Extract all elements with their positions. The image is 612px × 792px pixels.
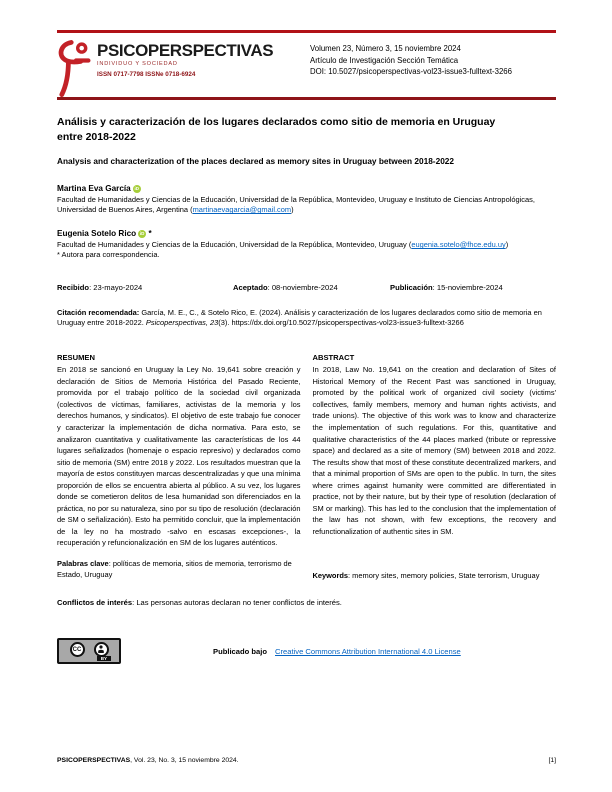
conflicts-text: : Las personas autoras declaran no tener conflictos de interés. — [132, 597, 342, 607]
conflicts-of-interest — [57, 598, 556, 609]
affiliation-close: ) — [291, 205, 294, 215]
affiliation-text: Facultad de Humanidades y Ciencias de la Educación, Universidad de la República, Montevideo, Uruguay e Instituto de Ciencias Antropológicas, Universidad de Buenos Aires, Argentina ( — [57, 195, 535, 215]
abstract-columns — [57, 352, 556, 582]
resumen-heading: RESUMEN — [57, 353, 95, 363]
resumen-body: En 2018 se sancionó en Uruguay la Ley No. 19,641 sobre creación y declaración de Sitios de Memoria Histórica del Pasado Reciente, promovida por el trabajo político de la sociedad civil organizada (colectivos de víctimas, familiares, activistas de la memoria y los derechos humanos, y sindicatos). El objetivo de este trabajo fue conocer y caracterizar la implementación de dicha normativa. Para esto, se analizaron cuantitativa y cualitativamente las características de los 44 lugares señalizados (homenaje o espacio represivo) y declarados como sitio de memoria (SM) entre 2018 y 2022. Los resultados muestran que la mayoría de estos constituyen marcas descentralizadas y que una mínima proporción de ellos se encuentra abierta al público. A su vez, los lugares donde se cometieron delitos de lesa humanidad son diferenciados en la práctica, no por su naturaleza, sino por su tipo de resolución (declaración de SM o señalización). Esto ha permitido concluir, que la implementación de la ley no ha mostrado -salvo en escasas excepciones-, la recuperación y refuncionalización en SM de los lugares auténticos. — [57, 365, 301, 548]
published-value: : 15-noviembre-2024 — [432, 282, 503, 292]
author-email-link-2[interactable]: eugenia.sotelo@fhce.edu.uy — [411, 240, 506, 250]
palabras-clave — [57, 558, 301, 581]
accepted-value: : 08-noviembre-2024 — [267, 282, 338, 292]
accepted-date — [233, 283, 390, 292]
author-affiliation-1 — [57, 195, 556, 216]
author-name-1 — [57, 184, 556, 195]
author-name-text: Martina Eva García — [57, 183, 131, 193]
palabras-clave-list: : políticas de memoria, sitios de memoria, terrorismo de Estado, Uruguay — [57, 559, 292, 580]
received-value: : 23-mayo-2024 — [89, 282, 143, 292]
license-row — [57, 638, 556, 664]
footer-page-number: [1] — [548, 757, 556, 764]
citation-label: Citación recomendada: — [57, 307, 140, 317]
footer-journal-line — [57, 757, 239, 764]
author-block-2 — [57, 229, 556, 261]
license-text — [213, 647, 461, 656]
keywords-list: : memory sites, memory policies, State terrorism, Uruguay — [348, 571, 540, 581]
abstract-column — [313, 352, 557, 582]
article-dates — [57, 283, 556, 292]
keywords-label: Keywords — [312, 571, 349, 581]
abstract-heading: ABSTRACT — [312, 353, 355, 363]
citation-doi: (3). https://dx.doi.org/10.5027/psicoperspectivas-vol23-issue3-fulltext-3266 — [218, 317, 464, 327]
orcid-icon[interactable]: iD — [133, 185, 141, 193]
issue-info — [310, 39, 556, 95]
palabras-clave-label: Palabras clave — [57, 559, 109, 569]
published-label: Publicación — [390, 282, 433, 292]
received-date — [57, 283, 233, 292]
cc-license-link[interactable]: Creative Commons Attribution International 4.0 License — [275, 646, 461, 656]
volume-line: Volumen 23, Número 3, 15 noviembre 2024 — [310, 44, 461, 53]
received-label: Recibido — [57, 282, 90, 292]
abstract-body: In 2018, Law No. 19,641 on the creation and declaration of Sites of Historical Memory of the Recent Past was sanctioned in Uruguay, promoted by the political work of organized civil society (victims' collectives, family members, memory and human rights activists, and trade unions). The objective of this work was to know and characterize the implementation of such regulations. For this, quantitative and qualitative characteristics of the 44 places marked (tribute or repressive space) and declared as a site of memory (SM) between 2018 and 2022. The results show that most of these constitute decentralized markers, and that a minimal proportion of SMs are open to the public. In turn, the sites where crimes against humanity were committed are differentiated in practice, not by their nature, but by their type of resolution (declaration of SM or marking). This has led to the conclusion that the implementation of the law has not shown, with few exceptions, the recovery and refunctionalization of authentic sites in SM. — [312, 365, 556, 536]
published-date — [390, 283, 556, 292]
article-title-en: Analysis and characterization of the places declared as memory sites in Uruguay between 2018-2022 — [57, 155, 455, 166]
journal-wordmark: PSICOPERSPECTIVAS — [97, 41, 274, 60]
doi-line: DOI: 10.5027/psicoperspectivas-vol23-issue3-fulltext-3266 — [310, 67, 512, 76]
journal-header — [57, 39, 556, 95]
author-affiliation-2 — [57, 240, 556, 250]
corresponding-note: * Autora para correspondencia. — [57, 250, 160, 260]
author-name-2 — [57, 229, 556, 240]
psicoperspectivas-figure-icon — [57, 39, 95, 99]
article-title-es: Análisis y caracterización de los lugares declarados como sitio de memoria en Uruguay entre 2018-2022 — [57, 115, 496, 143]
recommended-citation — [57, 308, 556, 329]
corresponding-asterisk: * — [146, 228, 152, 238]
cc-by-badge-icon — [57, 638, 121, 664]
license-prefix: Publicado bajo — [213, 646, 268, 656]
citation-journal-italic: Psicoperspectivas, 23 — [145, 317, 219, 327]
resumen-column — [57, 352, 301, 582]
author-email-link-1[interactable]: martinaevagarcia@gmail.com — [192, 205, 292, 215]
footer-issue-info: , Vol. 23, No. 3, 15 noviembre 2024. — [130, 757, 239, 764]
author-name-text: Eugenia Sotelo Rico — [57, 228, 137, 238]
affiliation-close: ) — [505, 240, 509, 250]
article-type-line: Artículo de Investigación Sección Temática — [310, 55, 459, 65]
author-block-1 — [57, 184, 556, 216]
header-top-rule — [57, 30, 556, 33]
journal-tagline: INDIVIDUO Y SOCIEDAD — [97, 61, 178, 67]
journal-logo — [57, 39, 310, 95]
accepted-label: Aceptado — [233, 282, 268, 292]
page-footer — [57, 757, 556, 764]
cc-by-label: BY — [97, 656, 111, 662]
header-bottom-rule — [57, 97, 556, 100]
affiliation-text: Facultad de Humanidades y Ciencias de la Educación, Universidad de la República, Montevideo, Uruguay ( — [57, 240, 412, 250]
footer-journal-name: PSICOPERSPECTIVAS — [57, 757, 131, 764]
citation-text: García, M. E., C., & Sotelo Rico, E. (2024). Análisis y caracterización de los lugares declarados como sitio de memoria en Uruguay entre 2018-2022. — [57, 307, 542, 327]
journal-issn: ISSN 0717-7798 ISSNe 0718-6924 — [97, 71, 196, 78]
keywords — [313, 570, 557, 581]
cc-icon: CC — [70, 642, 85, 657]
conflicts-label: Conflictos de interés — [57, 597, 133, 607]
orcid-icon[interactable]: iD — [138, 230, 146, 238]
